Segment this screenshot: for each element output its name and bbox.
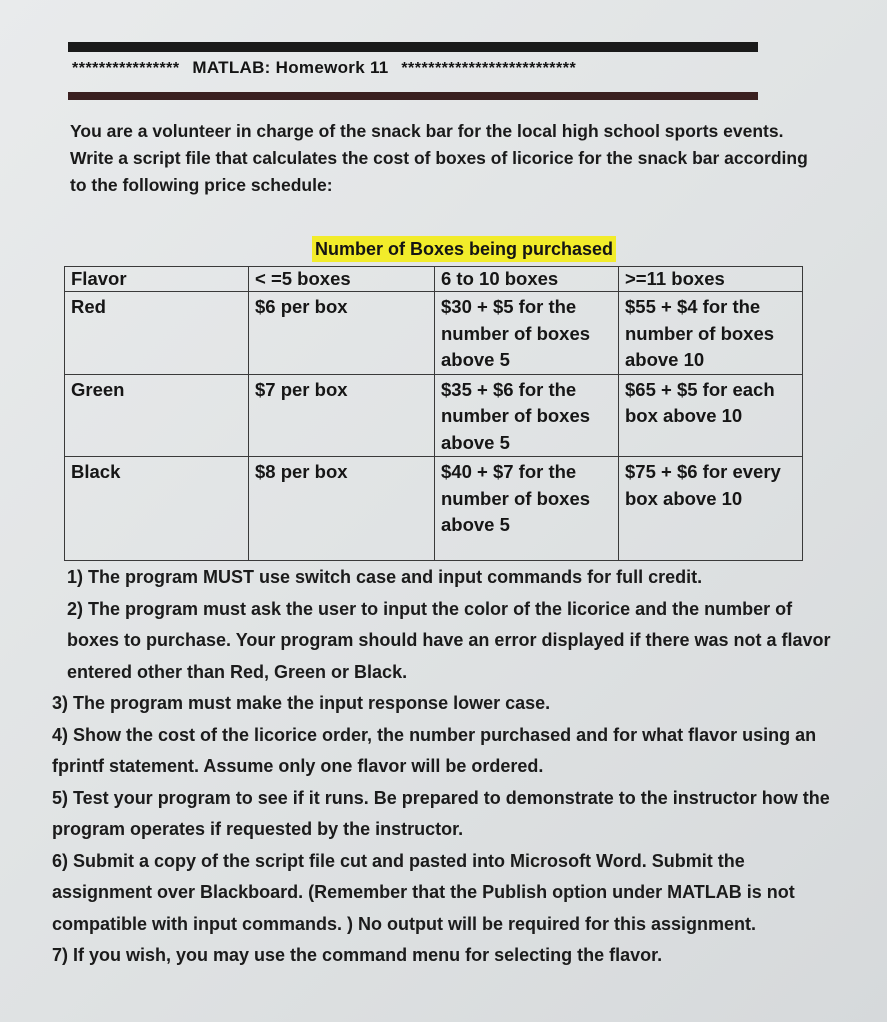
requirement-item: 2) The program must ask the user to input the color of the licorice and the number of boxes to purchase. Your program should have an error displayed if there was not a flavor entered other than Red, Green or Black. (67, 598, 831, 682)
table-row-black (65, 457, 803, 561)
requirement-item: 5) Test your program to see if it runs. Be prepared to demonstrate to the instructor how the program operates if requested by the instructor. (52, 787, 830, 839)
requirement-item: 7) If you wish, you may use the command menu for selecting the flavor. (52, 945, 663, 965)
column-header-flavor: Flavor (65, 267, 249, 292)
homework-header (72, 58, 762, 78)
table-caption: Number of Boxes being purchased (312, 236, 616, 262)
intro-paragraph: You are a volunteer in charge of the snack bar for the local high school sports events. Write a script file that calculates the cost of boxes of licorice for the snack bar according to the following price schedule: (70, 121, 808, 195)
table-row-red (65, 292, 803, 375)
cell-tier1: $6 per box (249, 292, 435, 375)
cell-flavor: Black (65, 457, 249, 561)
cell-tier2: $35 + $6 for the number of boxes above 5 (435, 374, 619, 457)
requirement-item: 6) Submit a copy of the script file cut and pasted into Microsoft Word. Submit the assignment over Blackboard. (Remember that the Publish option under MATLAB is not compatible with input commands. ) No output will be required for this assignment. (52, 850, 795, 934)
table-header-row (65, 267, 803, 292)
cell-tier2: $30 + $5 for the number of boxes above 5 (435, 292, 619, 375)
header-rule-top (68, 42, 758, 52)
header-rule-bottom (68, 92, 758, 100)
cell-tier1: $7 per box (249, 374, 435, 457)
column-header-tier3: >=11 boxes (619, 267, 803, 292)
price-schedule-table (64, 266, 803, 561)
homework-title: MATLAB: Homework 11 (192, 58, 389, 77)
cell-tier3: $55 + $4 for the number of boxes above 10 (619, 292, 803, 375)
cell-tier3: $65 + $5 for each box above 10 (619, 374, 803, 457)
requirement-item: 3) The program must make the input response lower case. (52, 693, 551, 713)
column-header-tier2: 6 to 10 boxes (435, 267, 619, 292)
cell-flavor: Green (65, 374, 249, 457)
header-stars-left: **************** (72, 60, 180, 77)
table-row-green (65, 374, 803, 457)
column-header-tier1: < =5 boxes (249, 267, 435, 292)
cell-flavor: Red (65, 292, 249, 375)
requirement-item: 1) The program MUST use switch case and input commands for full credit. (67, 567, 703, 587)
requirements-list (52, 562, 842, 972)
cell-tier2: $40 + $7 for the number of boxes above 5 (435, 457, 619, 561)
requirement-item: 4) Show the cost of the licorice order, the number purchased and for what flavor using an fprintf statement. Assume only one flavor will be ordered. (52, 724, 817, 776)
header-stars-right: ************************** (401, 60, 577, 77)
cell-tier1: $8 per box (249, 457, 435, 561)
cell-tier3: $75 + $6 for every box above 10 (619, 457, 803, 561)
